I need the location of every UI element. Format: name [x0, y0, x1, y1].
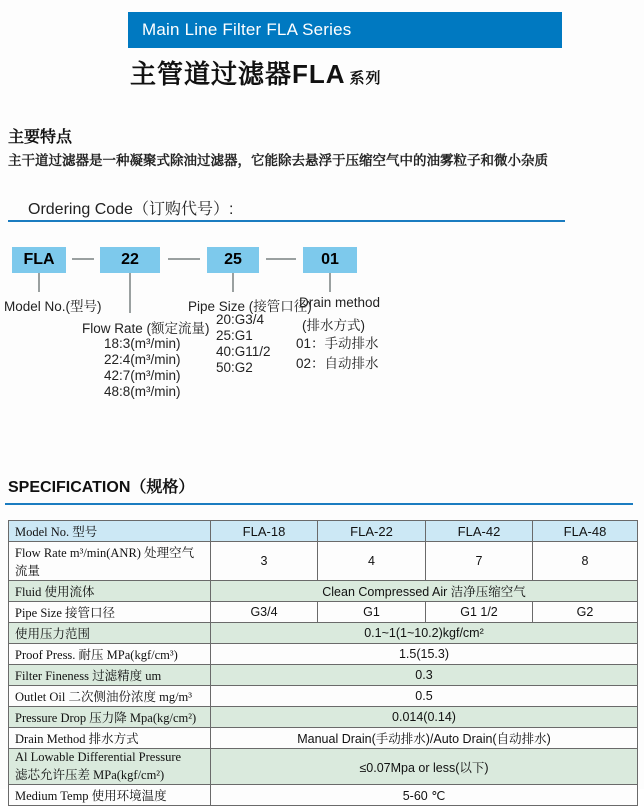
code-leader-line	[38, 273, 40, 292]
option-item: 50:G2	[216, 360, 253, 375]
value-cell: G2	[533, 602, 638, 623]
drain-method-label: Drain method	[299, 295, 381, 310]
span-value-cell: 5-60 ℃	[211, 785, 638, 806]
ordering-underline	[8, 220, 565, 222]
code-leader-line	[329, 273, 331, 292]
header-label-cell: Model No. 型号	[9, 521, 211, 542]
code-leader-line	[232, 273, 234, 292]
model-cell: FLA-18	[211, 521, 318, 542]
table-row	[9, 707, 638, 728]
page-title-main: 主管道过滤器FLA	[130, 59, 346, 89]
option-item: 01：手动排水	[296, 336, 379, 351]
page-title	[130, 54, 382, 91]
code-connector-dash	[168, 258, 200, 260]
row-label-cell: Proof Press. 耐压 MPa(kgf/cm³)	[9, 644, 211, 665]
table-row	[9, 623, 638, 644]
span-value-cell: 0.1~1(1~10.2)kgf/cm²	[211, 623, 638, 644]
model-cell: FLA-42	[426, 521, 533, 542]
option-item: 20:G3/4	[216, 312, 265, 327]
features-heading: 主要特点	[8, 129, 73, 146]
table-row	[9, 665, 638, 686]
row-label-cell: Outlet Oil 二次侧油份浓度 mg/m³	[9, 686, 211, 707]
specification-table	[8, 520, 638, 806]
model-cell: FLA-22	[318, 521, 426, 542]
drain-options	[296, 334, 379, 374]
code-box-drain: 01	[303, 247, 357, 273]
option-item: 02：自动排水	[296, 356, 379, 371]
model-cell: FLA-48	[533, 521, 638, 542]
value-cell: G3/4	[211, 602, 318, 623]
specification-underline	[5, 503, 633, 505]
row-label-cell: Al Lowable Differential Pressure 滤芯允许压差 MPa(kgf/cm²)	[9, 749, 211, 785]
table-row	[9, 686, 638, 707]
series-banner	[128, 12, 562, 48]
table-row	[9, 644, 638, 665]
table-row	[9, 542, 638, 581]
span-value-cell: 0.3	[211, 665, 638, 686]
table-row	[9, 749, 638, 785]
row-label-cell: Fluid 使用流体	[9, 581, 211, 602]
value-cell: G1 1/2	[426, 602, 533, 623]
code-box-pipe-size: 25	[207, 247, 259, 273]
code-connector-dash	[72, 258, 94, 260]
span-value-cell: 0.5	[211, 686, 638, 707]
span-value-cell: 1.5(15.3)	[211, 644, 638, 665]
flow-rate-label: Flow Rate (额定流量)	[82, 321, 210, 336]
code-leader-line	[129, 273, 131, 313]
code-box-flow-rate: 22	[100, 247, 160, 273]
table-row	[9, 728, 638, 749]
table-row	[9, 602, 638, 623]
flow-rate-options	[104, 336, 181, 400]
span-value-cell: Clean Compressed Air 洁净压缩空气	[211, 581, 638, 602]
row-label-cell: 使用压力范围	[9, 623, 211, 644]
drain-method-label-cn: (排水方式)	[302, 318, 365, 333]
span-value-cell: 0.014(0.14)	[211, 707, 638, 728]
row-label-cell: Filter Fineness 过滤精度 um	[9, 665, 211, 686]
option-item: 18:3(m³/min)	[104, 336, 181, 351]
series-banner-title: Main Line Filter FLA Series	[142, 20, 352, 39]
ordering-code-heading: Ordering Code（订购代号）:	[28, 201, 234, 218]
code-connector-dash	[266, 258, 296, 260]
row-label-cell: Pressure Drop 压力降 Mpa(kg/cm²)	[9, 707, 211, 728]
table-header-row	[9, 521, 638, 542]
value-cell: 3	[211, 542, 318, 581]
span-value-cell: Manual Drain(手动排水)/Auto Drain(自动排水)	[211, 728, 638, 749]
value-cell: 8	[533, 542, 638, 581]
page-title-suffix: 系列	[349, 70, 382, 87]
table-row	[9, 785, 638, 806]
value-cell: G1	[318, 602, 426, 623]
specification-heading: SPECIFICATION（规格）	[8, 479, 195, 496]
option-item: 25:G1	[216, 328, 253, 343]
option-item: 40:G11/2	[216, 344, 271, 359]
pipe-size-options	[216, 312, 271, 376]
option-item: 42:7(m³/min)	[104, 368, 181, 383]
row-label-cell: Medium Temp 使用环境温度	[9, 785, 211, 806]
pipe-size-label: Pipe Size (接管口径)	[188, 299, 312, 314]
row-label-cell: Flow Rate m³/min(ANR) 处理空气流量	[9, 542, 211, 581]
table-row	[9, 581, 638, 602]
row-label-cell: Drain Method 排水方式	[9, 728, 211, 749]
option-item: 48:8(m³/min)	[104, 384, 181, 399]
option-item: 22:4(m³/min)	[104, 352, 181, 367]
features-body: 主干道过滤器是一种凝聚式除油过滤器，它能除去悬浮于压缩空气中的油雾粒子和微小杂质	[8, 153, 548, 168]
value-cell: 7	[426, 542, 533, 581]
model-no-label: Model No.(型号)	[4, 299, 102, 314]
row-label-cell: Pipe Size 接管口径	[9, 602, 211, 623]
value-cell: 4	[318, 542, 426, 581]
code-box-model: FLA	[12, 247, 66, 273]
span-value-cell: ≤0.07Mpa or less(以下)	[211, 749, 638, 785]
